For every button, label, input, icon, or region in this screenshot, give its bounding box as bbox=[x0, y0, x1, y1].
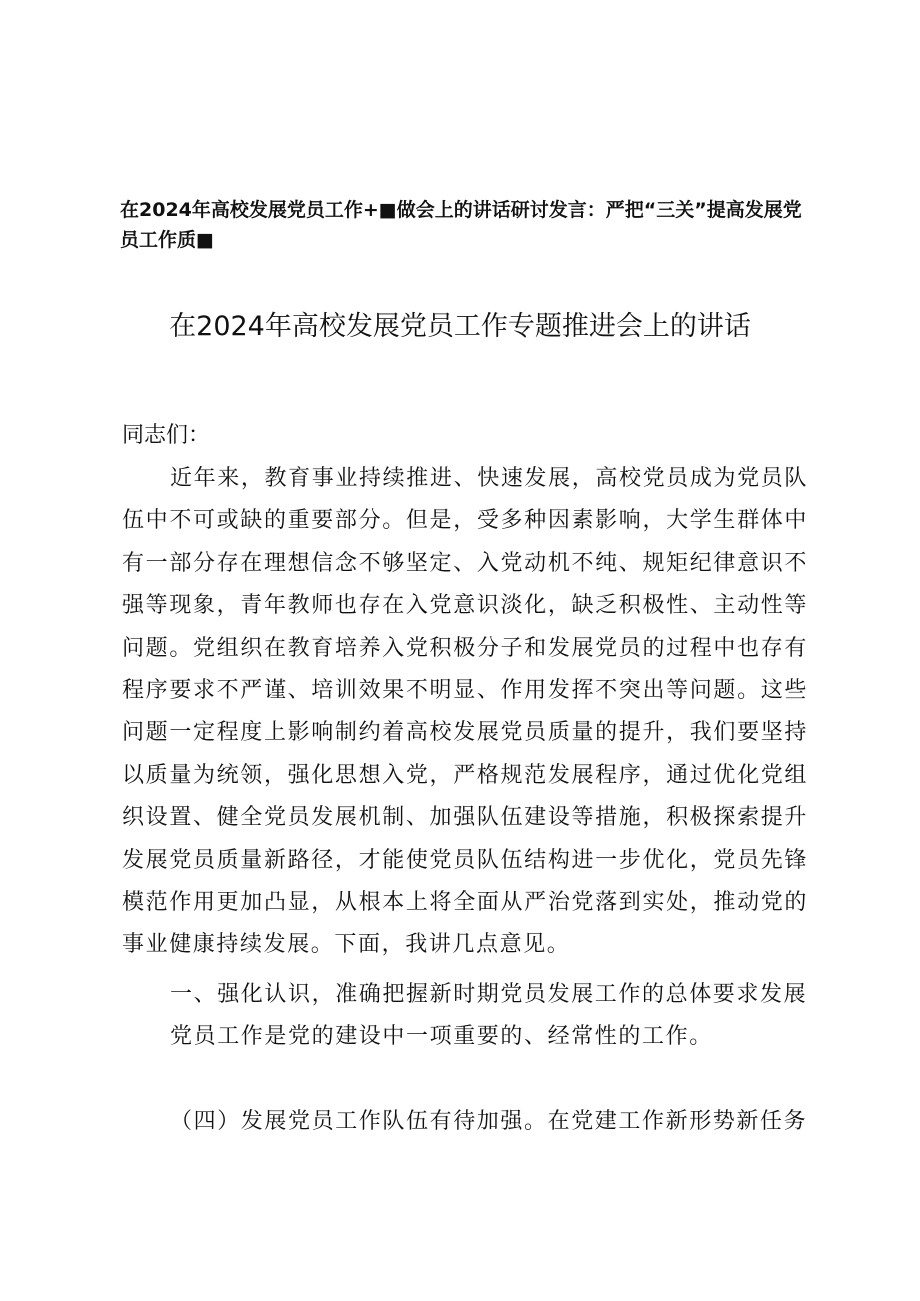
section-heading: 一、强化认识，准确把握新时期党员发展工作的总体要求发展 bbox=[170, 982, 808, 1007]
page-title: 在2024年高校发展党员工作专题推进会上的讲话 bbox=[169, 311, 751, 342]
document-header: 在2024年高校发展党员工作+■做会上的讲话研讨发言：严把“三关”提高发展党员工作质■ bbox=[120, 199, 802, 251]
subsection-line: （四）发展党员工作队伍有待加强。在党建工作新形势新任务 bbox=[170, 1109, 808, 1134]
salutation: 同志们： bbox=[122, 423, 211, 448]
intro-paragraph: 近年来，教育事业持续推进、快速发展，高校党员成为党员队伍中不可或缺的重要部分。但是，受多种因素影响，大学生群体中有一部分存在理想信念不够坚定、入党动机不纯、规矩纪律意识不强等现象，青年教师也存在入党意识淡化，缺乏积极性、主动性等问题。党组织在教育培养入党积极分子和发展党员的过程中也存有程序要求不严谨、培训效果不明显、作用发挥不突出等问题。这些问题一定程度上影响制约着高校发展党员质量的提升，我们要坚持以质量为统领，强化思想入党，严格规范发展程序，通过优化党组织设置、健全党员发展机制、加强队伍建设等措施，积极探索提升发展党员质量新路径，才能使党员队伍结构进一步优化，党员先锋模范作用更加凸显，从根本上将全面从严治党落到实处，推动党的事业健康持续发展。下面，我讲几点意见。 bbox=[122, 466, 808, 958]
section-sentence: 党员工作是党的建设中一项重要的、经常性的工作。 bbox=[170, 1024, 713, 1049]
